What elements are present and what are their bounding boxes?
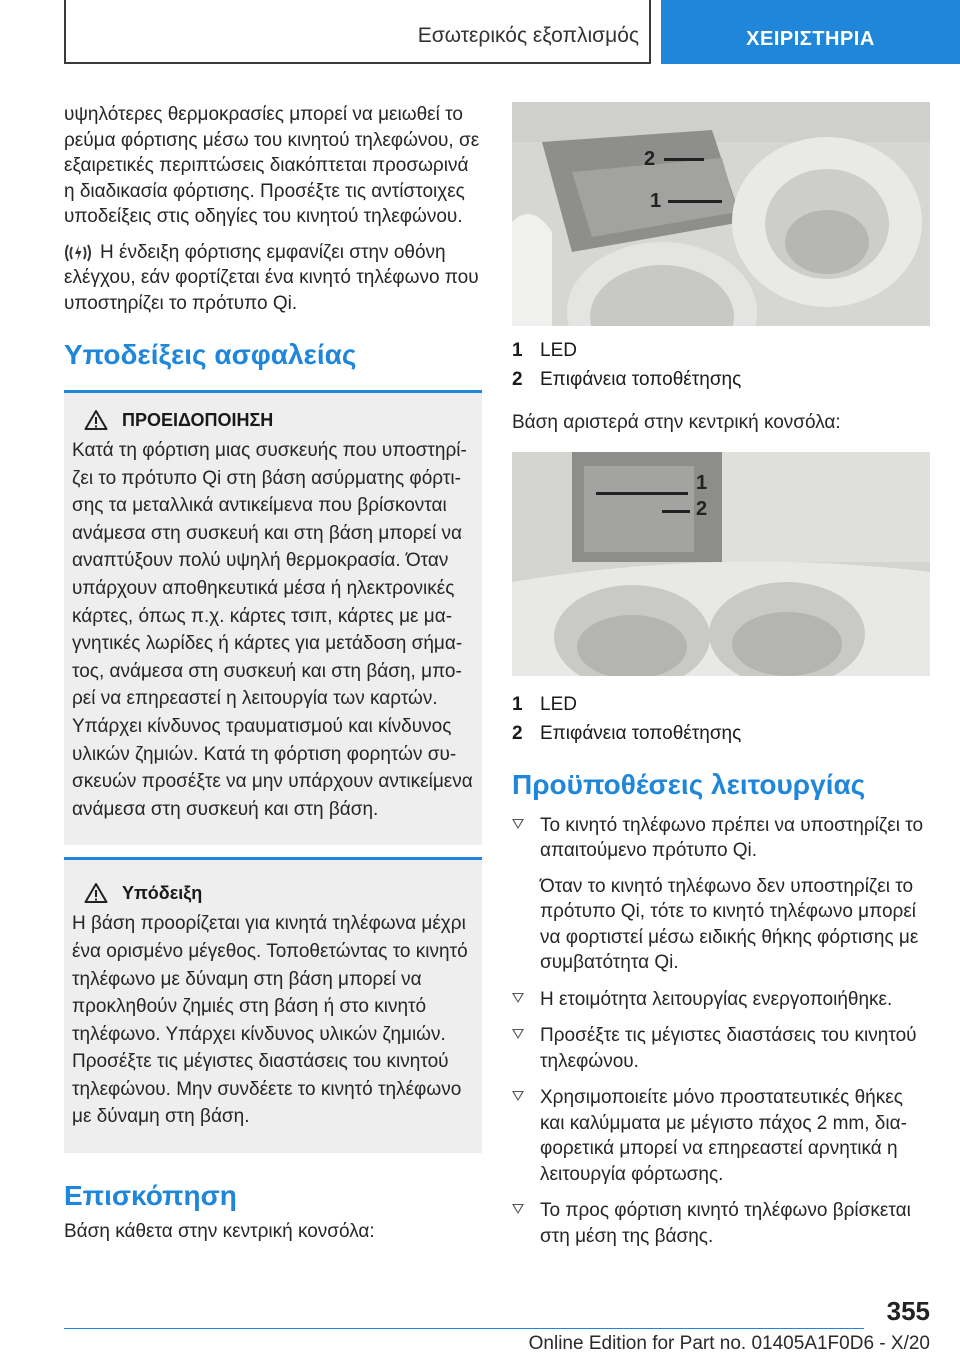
triangle-bullet-icon: [512, 819, 524, 829]
callout-line-1: [596, 492, 688, 495]
legend-label: Επιφάνεια τοποθέτησης: [540, 722, 742, 744]
console-illustration: [512, 102, 930, 326]
condition-note: Όταν το κινητό τηλέφωνο δεν υποστηρίζει το πρότυπο Qi, τότε το κινητό τηλέφωνο μπορεί να φορτιστεί μέσω ειδικής θήκης φόρτισης με συμβατότητα Qi.: [540, 875, 919, 973]
overview-caption: Βάση κάθετα στην κεντρική κονσόλα:: [64, 1221, 375, 1243]
console-photo-vertical: [512, 102, 930, 326]
legend-label: Επιφάνεια τοποθέτησης: [540, 369, 742, 390]
triangle-bullet-icon: [512, 1204, 524, 1214]
header-chapter-tab[interactable]: ΧΕΙΡΙΣΤΗΡΙΑ: [661, 0, 960, 64]
legend-label: LED: [540, 340, 577, 361]
callout-2: 2: [644, 148, 656, 170]
legend-row: [512, 336, 930, 365]
header-section-title: Εσωτερικός εξοπλισμός: [417, 24, 639, 47]
legend-1: [512, 336, 930, 394]
triangle-bullet-icon: [512, 1091, 524, 1101]
callout-1: 1: [650, 190, 662, 212]
conditions-list-continued: [512, 987, 930, 1250]
callout-line-2: [664, 158, 704, 161]
callout-1: 1: [696, 471, 708, 494]
left-column: [64, 102, 482, 1245]
right-column: [512, 102, 930, 1249]
console-photo-left: [512, 452, 930, 676]
header-bottom-rule: [64, 62, 651, 64]
overview-heading: Επισκόπηση: [64, 1180, 237, 1212]
page-number: 355: [886, 1296, 930, 1326]
conditions-heading: Προϋποθέσεις λειτουργίας: [512, 768, 866, 800]
legend-2: [512, 690, 930, 748]
legend-row: [512, 719, 930, 748]
list-item: [512, 1023, 930, 1074]
warning-box: [64, 393, 482, 845]
wireless-charging-icon: [64, 242, 92, 269]
intro-paragraph: υψηλότερες θερμοκρασίες μπορεί να μειωθεί το ρεύμα φόρτισης μέσω του κινητού τηλεφώνου, σε εξαιρετικές περιπτώσεις διακόπτεται προσωρινά η διαδικασία φόρτισης. Προσέξτε τις αντίστοιχες υποδείξεις στις οδηγίες του κινητού τηλεφώνου.: [64, 104, 480, 227]
legend-label: LED: [540, 693, 577, 715]
footer-edition: Online Edition for Part no. 01405A1F0D6 - X/20: [528, 1333, 930, 1354]
condition-text: Χρησιμοποιείτε μόνο προστατευτικές θήκες και καλύμματα με μέγιστο πάχος 2 mm, διαφορετικά μπορεί να επηρεαστεί αρνητικά η λειτουργία φόρτωσης.: [540, 1087, 907, 1185]
triangle-bullet-icon: [512, 1029, 524, 1039]
condition-text: Το κινητό τηλέφωνο πρέπει να υποστηρίζει το απαιτούμενο πρότυπο Qi.: [540, 814, 924, 861]
list-item: [512, 1085, 930, 1187]
warning-triangle-icon: [84, 409, 108, 431]
warning-text: Κατά τη φόρτιση μιας συσκευής που υποστηρίζει το πρότυπο Qi στη βάση ασύρματης φόρτισης τα μεταλλικά αντικείμενα που βρίσκονται ανάμεσα στη συσκευή και στη βάση μπορεί να αναπτύξουν πολύ υψηλή θερμοκρασία. Όταν υπάρχουν αποθηκευτικά μέσα ή ηλεκτρονικές κάρτες, όπως π.χ. κάρτες τσιπ, κάρτες με μαγνητικές λωρίδες ή κάρτες για μετάδοση σήματος, ανάμεσα στη συσκευή και στη βάση, μπορεί να επηρεαστεί η λειτουργία των καρτών. Υπάρχει κίνδυνος τραυματισμού και κίνδυνος υλικών ζημιών. Κατά τη φόρτιση φορητών συσκευών προσέξτε να μην υπάρχουν αντικείμενα ανάμεσα στη συσκευή και στη βάση.: [72, 440, 473, 820]
callout-2: 2: [696, 497, 708, 520]
condition-text: Προσέξτε τις μέγιστες διαστάσεις του κινητού τηλεφώνου.: [540, 1025, 917, 1072]
header-divider: [649, 0, 651, 64]
notice-box: [64, 860, 482, 1153]
console-illustration: [512, 452, 930, 676]
charging-indicator-paragraph: [64, 240, 482, 317]
footer-rule: [64, 1328, 864, 1329]
charging-indicator-text: Η ένδειξη φόρτισης εμφανίζει στην οθόνη ελέγχου, εάν φορτίζεται ένα κινητό τηλέφωνο που υποστηρίζει το πρότυπο Qi.: [64, 241, 479, 314]
list-item: [512, 987, 930, 1013]
callout-line-1: [668, 200, 722, 203]
warning-title: ΠΡΟΕΙΔΟΠΟΙΗΣΗ: [122, 409, 274, 430]
legend-num: 1: [512, 693, 523, 715]
list-item: [512, 1198, 930, 1249]
triangle-bullet-icon: [512, 993, 524, 1003]
left-console-caption: Βάση αριστερά στην κεντρική κονσόλα:: [512, 412, 841, 433]
warning-triangle-icon: [84, 882, 108, 904]
conditions-list: [512, 813, 930, 864]
list-item: [512, 813, 930, 864]
notice-title-row: [72, 882, 474, 904]
notice-title: Υπόδειξη: [122, 882, 203, 903]
legend-num: 2: [512, 369, 523, 390]
legend-row: [512, 690, 930, 719]
safety-heading: Υποδείξεις ασφαλείας: [64, 339, 357, 370]
legend-num: 1: [512, 340, 523, 361]
legend-num: 2: [512, 722, 523, 744]
notice-text: Η βάση προορίζεται για κινητά τηλέφωνα μέχρι ένα ορισμένο μέγεθος. Τοποθετώντας το κινητό τηλέφωνο με δύναμη στη βάση μπορεί να προκληθούν ζημιές στη βάση ή στο κινητό τηλέφωνο. Υπάρχει κίνδυνος υλικών ζημιών. Προσέξτε τις μέγιστες διαστάσεις του κινητού τηλεφώνου. Μην συνδέετε το κινητό τηλέφωνο με δύναμη στη βάση.: [72, 913, 468, 1128]
warning-title-row: [72, 409, 474, 431]
callout-line-2: [662, 510, 690, 513]
condition-text: Το προς φόρτιση κινητό τηλέφωνο βρίσκεται στη μέση της βάσης.: [540, 1200, 911, 1247]
condition-text: Η ετοιμότητα λειτουργίας ενεργοποιήθηκε.: [540, 988, 893, 1010]
legend-row: [512, 365, 930, 394]
